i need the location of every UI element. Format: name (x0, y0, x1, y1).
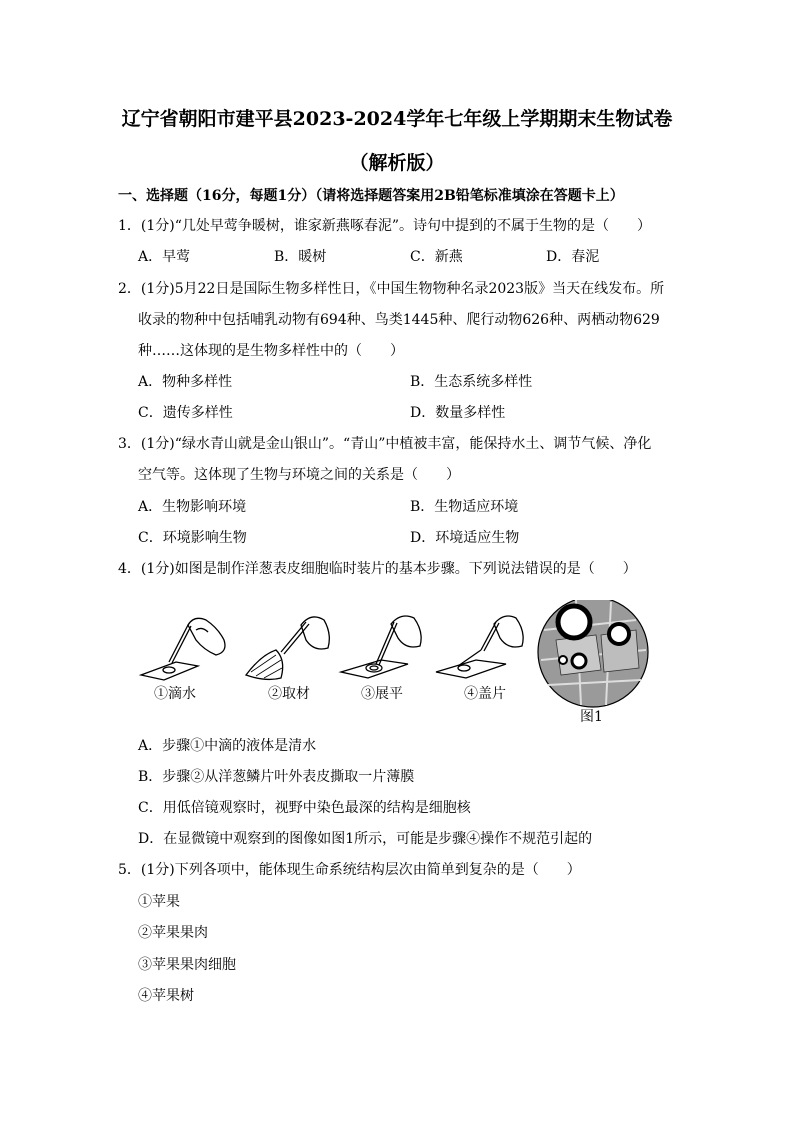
question-2-stem-line2: 收录的物种中包括哺乳动物有694种、鸟类1445种、爬行动物626种、两栖动物629 (138, 312, 660, 328)
q1-option-c: C．新燕 (410, 249, 463, 265)
question-2-stem-line1: 2．(1分)5月22日是国际生物多样性日，《中国生物物种名录2023版》当天在线发布。所 (118, 281, 665, 297)
step4-drawing (436, 616, 523, 678)
step2-drawing (246, 617, 329, 680)
q1-option-b: B．暖树 (274, 249, 327, 265)
q1-option-d: D．春泥 (546, 249, 600, 265)
q3-option-c: C．环境影响生物 (138, 530, 247, 546)
slide-preparation-figure (136, 600, 656, 725)
q3-option-b: B．生物适应环境 (410, 499, 519, 515)
figure-label-step4: ④盖片 (464, 686, 506, 702)
q4-option-c: C．用低倍镜观察时，视野中染色最深的结构是细胞核 (138, 800, 471, 816)
figure-label-step1: ①滴水 (154, 686, 196, 702)
figure-caption: 图1 (580, 709, 603, 725)
q2-option-a: A．物种多样性 (138, 374, 233, 390)
question-2-stem-line3: 种……这体现的是生物多样性中的（ ） (138, 343, 404, 359)
q2-option-c: C．遗传多样性 (138, 405, 233, 421)
step1-drawing (141, 618, 225, 680)
q4-option-b: B．步骤②从洋葱鳞片叶外表皮撕取一片薄膜 (138, 769, 415, 785)
microscope-view-drawing (538, 600, 648, 707)
question-1-stem: 1．(1分)“几处早莺争暖树，谁家新燕啄春泥”。诗句中提到的不属于生物的是（ ） (118, 218, 652, 234)
q3-option-a: A．生物影响环境 (138, 499, 247, 515)
section-heading: 一、选择题（16分，每题1分）（请将选择题答案用2B铅笔标准填涂在答题卡上） (118, 188, 624, 204)
q1-option-a: A．早莺 (138, 249, 191, 265)
question-3-stem-line2: 空气等。这体现了生物与环境之间的关系是（ ） (138, 467, 460, 483)
q4-option-d: D．在显微镜中观察到的图像如图1所示，可能是步骤④操作不规范引起的 (138, 831, 593, 847)
question-3-stem-line1: 3．(1分)“绿水青山就是金山银山”。“青山”中植被丰富，能保持水土、调节气候、净化 (118, 436, 652, 452)
question-4-stem: 4．(1分)如图是制作洋葱表皮细胞临时装片的基本步骤。下列说法错误的是（ ） (118, 561, 637, 577)
question-5-stem: 5．(1分)下列各项中，能体现生命系统结构层次由简单到复杂的是（ ） (118, 862, 581, 878)
exam-title: 辽宁省朝阳市建平县2023-2024学年七年级上学期期末生物试卷 (121, 108, 673, 130)
q5-item-1: ①苹果 (138, 894, 180, 910)
q5-item-2: ②苹果果肉 (138, 925, 208, 941)
q3-option-d: D．环境适应生物 (410, 530, 520, 546)
q4-option-a: A．步骤①中滴的液体是清水 (138, 738, 317, 754)
figure-label-step3: ③展平 (361, 686, 403, 702)
step3-drawing (341, 616, 421, 678)
q2-option-b: B．生态系统多样性 (410, 374, 533, 390)
figure-label-step2: ②取材 (268, 686, 310, 702)
exam-subtitle: （解析版） (349, 152, 445, 174)
slide-steps-illustration (136, 600, 656, 725)
q5-item-4: ④苹果树 (138, 988, 194, 1004)
q5-item-3: ③苹果果肉细胞 (138, 957, 236, 973)
q2-option-d: D．数量多样性 (410, 405, 506, 421)
